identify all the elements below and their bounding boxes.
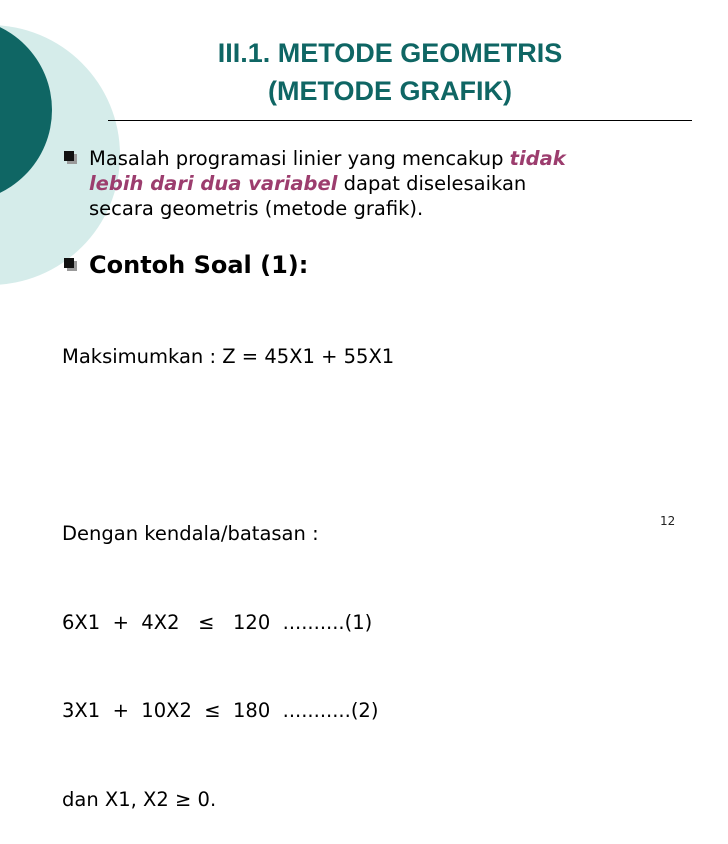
square-bullet-icon bbox=[64, 258, 78, 272]
nonnegativity-line: dan X1, X2 ≥ 0. bbox=[62, 787, 217, 811]
highlight-text-2: lebih dari dua variabel bbox=[89, 172, 338, 195]
title-line-2: (METODE GRAFIK) bbox=[268, 76, 512, 106]
square-bullet-icon bbox=[64, 151, 78, 165]
paragraph-line-3: secara geometris (metode grafik). bbox=[89, 197, 424, 220]
slide-title bbox=[110, 34, 670, 110]
paragraph-text-1: Masalah programasi linier yang mencakup bbox=[89, 147, 510, 170]
problem-statement bbox=[62, 283, 394, 844]
constraint-2: 3X1 + 10X2 ≤ 180 ...........(2) bbox=[62, 699, 379, 722]
page-number: 12 bbox=[660, 514, 676, 528]
objective-line: Maksimumkan : Z = 45X1 + 55X1 bbox=[62, 345, 395, 368]
paragraph-text-2: dapat diselesaikan bbox=[337, 172, 527, 195]
constraints-label: Dengan kendala/batasan : bbox=[62, 522, 319, 545]
example-heading: Contoh Soal (1): bbox=[89, 251, 309, 279]
paragraph-line-1 bbox=[89, 146, 709, 171]
bullet-paragraph bbox=[89, 146, 709, 221]
blank-line bbox=[62, 431, 394, 461]
highlight-text-1: tidak bbox=[509, 147, 566, 170]
constraint-1: 6X1 + 4X2 ≤ 120 ..........(1) bbox=[62, 610, 373, 634]
title-divider bbox=[108, 120, 692, 121]
paragraph-line-2 bbox=[89, 171, 709, 196]
title-line-1: III.1. METODE GEOMETRIS bbox=[217, 38, 563, 68]
